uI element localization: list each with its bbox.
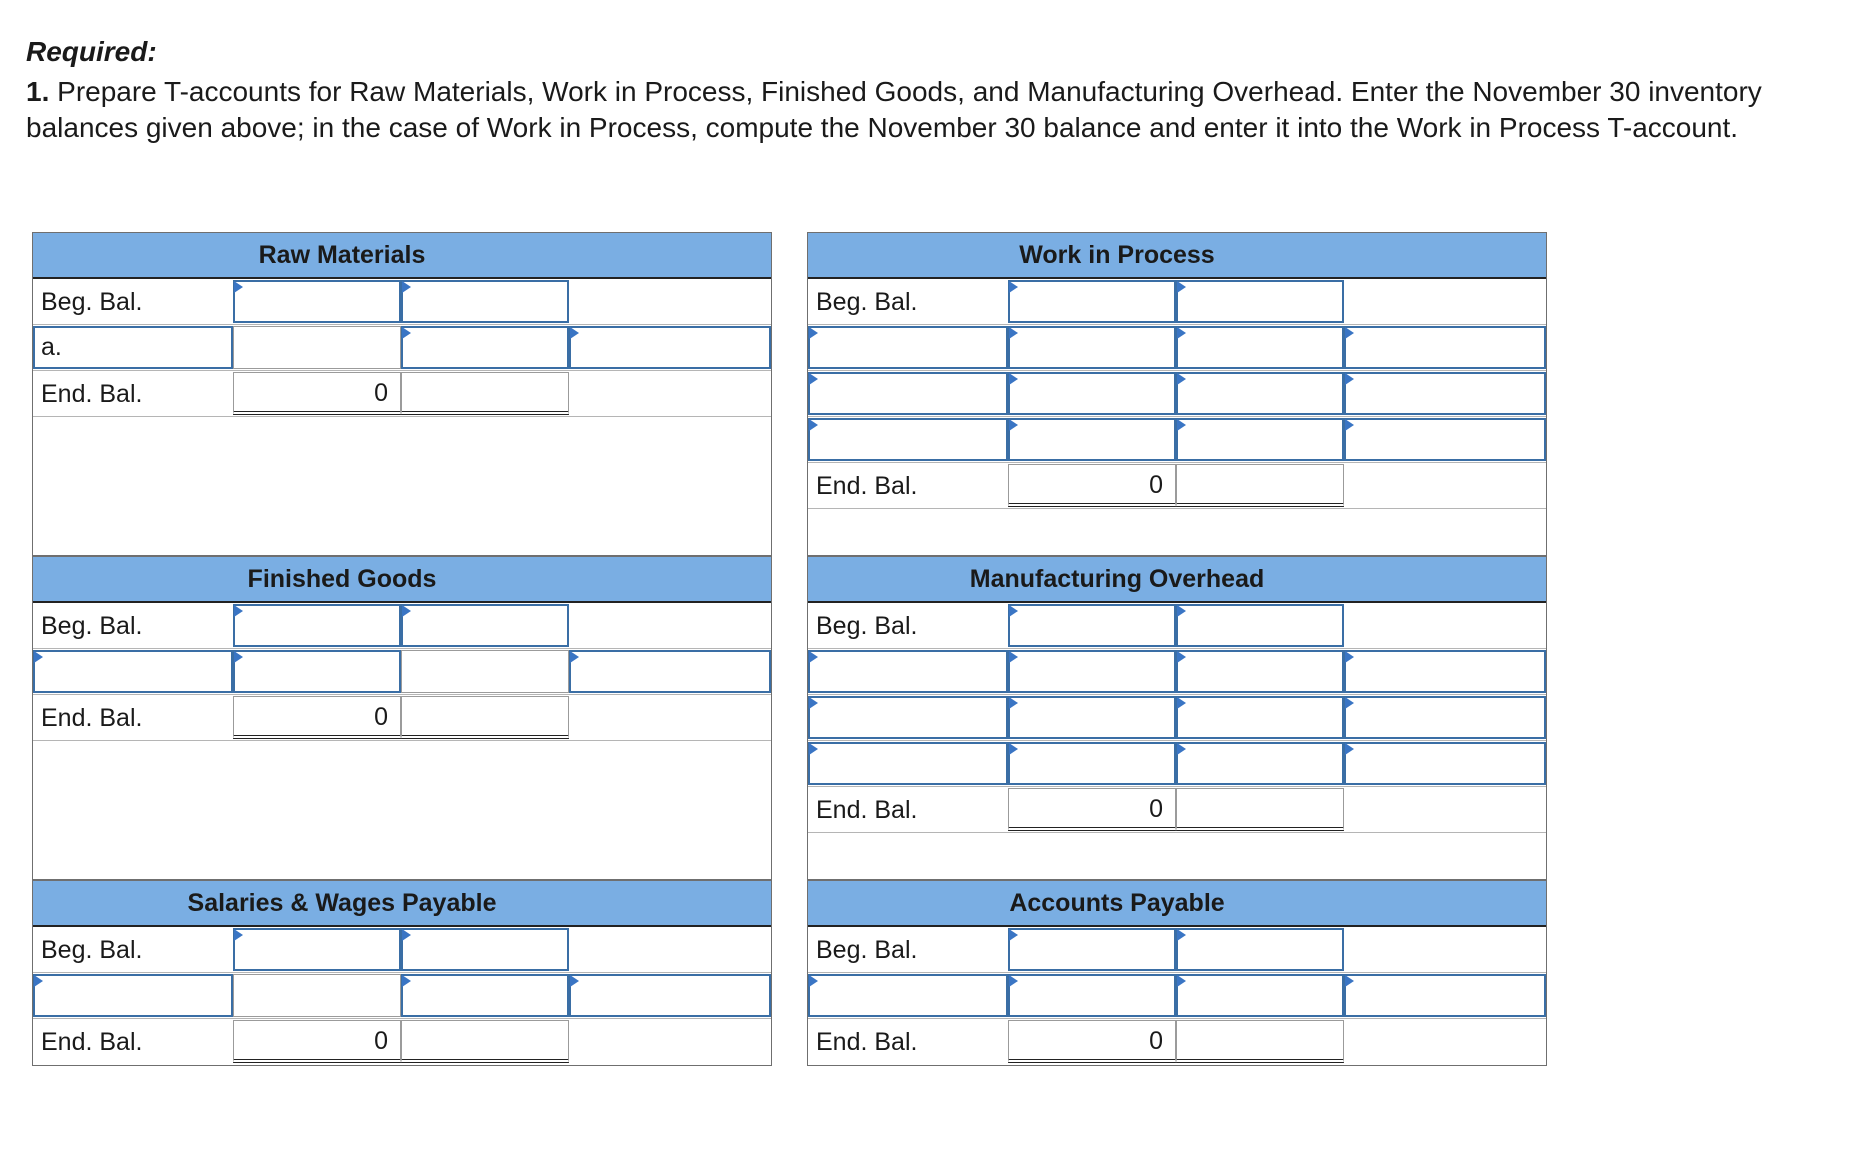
end-balance-value: 0 <box>233 1020 401 1063</box>
credit-label-input[interactable] <box>1176 372 1344 415</box>
row-label: Beg. Bal. <box>41 288 143 316</box>
credit-label-input[interactable] <box>401 280 569 323</box>
account-title: Raw Materials <box>33 233 771 279</box>
debit-amount-input[interactable] <box>1008 418 1176 461</box>
debit-label-input[interactable] <box>33 650 233 693</box>
debit-amount-input[interactable] <box>1008 742 1176 785</box>
credit-label-input[interactable] <box>401 326 569 369</box>
end-bal-row <box>808 787 1546 833</box>
debit-label-input[interactable] <box>808 742 1008 785</box>
account-title: Accounts Payable <box>808 881 1546 927</box>
end-balance-value: 0 <box>1008 1020 1176 1063</box>
end-balance-value: 0 <box>1008 788 1176 831</box>
row-label: Beg. Bal. <box>41 612 143 640</box>
debit-amount-input[interactable] <box>1008 928 1176 971</box>
entry-row <box>33 649 771 695</box>
entry-row <box>808 649 1546 695</box>
end-bal-row <box>808 463 1546 509</box>
credit-amount-input[interactable] <box>569 326 771 369</box>
debit-amount-input[interactable] <box>1008 650 1176 693</box>
row-label: End. Bal. <box>816 1028 918 1056</box>
entry-row <box>808 695 1546 741</box>
t-account-manufacturing-overhead <box>807 556 1547 880</box>
end-bal-row <box>808 1019 1546 1065</box>
entry-row <box>808 973 1546 1019</box>
debit-amount-input[interactable] <box>233 280 401 323</box>
credit-amount-input[interactable] <box>1344 696 1546 739</box>
debit-label-input[interactable] <box>808 372 1008 415</box>
debit-amount-input[interactable] <box>1008 696 1176 739</box>
debit-label-input[interactable] <box>808 418 1008 461</box>
entry-row <box>808 371 1546 417</box>
end-balance-value: 0 <box>233 372 401 415</box>
credit-label-input[interactable] <box>1176 604 1344 647</box>
credit-total-cell <box>401 1020 569 1063</box>
beg-bal-row <box>808 927 1546 973</box>
credit-total-cell <box>401 372 569 415</box>
beg-bal-row <box>33 927 771 973</box>
credit-total-cell <box>401 696 569 739</box>
account-title: Manufacturing Overhead <box>808 557 1546 603</box>
t-account-finished-goods <box>32 556 772 880</box>
end-bal-row <box>33 695 771 741</box>
entry-row <box>808 741 1546 787</box>
row-label: End. Bal. <box>816 796 918 824</box>
credit-label-input[interactable] <box>401 604 569 647</box>
beg-bal-row <box>33 603 771 649</box>
credit-label-input[interactable] <box>1176 696 1344 739</box>
credit-amount-input[interactable] <box>1344 974 1546 1017</box>
row-label: End. Bal. <box>41 704 143 732</box>
entry-row-a <box>33 325 771 371</box>
entry-row <box>808 417 1546 463</box>
end-bal-row <box>33 371 771 417</box>
credit-amount-input[interactable] <box>1344 372 1546 415</box>
instruction-text: Prepare T-accounts for Raw Materials, Work in Process, Finished Goods, and Manufacturing Overhead. Enter the November 30 inventory balances given above; in the case of Work in Process, compute the November 30 balance and enter it into the Work in Process T-account. <box>26 76 1762 143</box>
credit-label-input[interactable] <box>1176 928 1344 971</box>
credit-label-input[interactable] <box>401 928 569 971</box>
debit-amount-input[interactable] <box>233 928 401 971</box>
credit-label-input[interactable] <box>401 974 569 1017</box>
entry-row <box>808 325 1546 371</box>
debit-label-input[interactable] <box>808 696 1008 739</box>
row-label: End. Bal. <box>41 1028 143 1056</box>
account-title: Work in Process <box>808 233 1546 279</box>
entry-row <box>33 973 771 1019</box>
credit-label-input[interactable] <box>1176 742 1344 785</box>
debit-label-input[interactable] <box>33 974 233 1017</box>
debit-amount-cell[interactable] <box>233 974 401 1017</box>
credit-total-cell <box>1176 464 1344 507</box>
credit-label-input[interactable] <box>1176 650 1344 693</box>
debit-amount-input[interactable] <box>233 604 401 647</box>
beg-bal-row <box>33 279 771 325</box>
debit-label-input[interactable] <box>33 326 233 369</box>
row-label: Beg. Bal. <box>816 936 918 964</box>
credit-amount-input[interactable] <box>569 650 771 693</box>
beg-bal-row <box>808 603 1546 649</box>
credit-label-input[interactable] <box>1176 418 1344 461</box>
t-account-raw-materials <box>32 232 772 556</box>
debit-amount-input[interactable] <box>1008 974 1176 1017</box>
t-account-salaries-wages-payable <box>32 880 772 1066</box>
row-label: Beg. Bal. <box>816 288 918 316</box>
credit-amount-input[interactable] <box>1344 650 1546 693</box>
credit-label-input[interactable] <box>1176 974 1344 1017</box>
credit-amount-input[interactable] <box>1344 326 1546 369</box>
account-title: Finished Goods <box>33 557 771 603</box>
debit-amount-input[interactable] <box>1008 604 1176 647</box>
row-label: Beg. Bal. <box>816 612 918 640</box>
end-balance-value: 0 <box>233 696 401 739</box>
debit-label-input[interactable] <box>808 974 1008 1017</box>
credit-label-input[interactable] <box>1176 280 1344 323</box>
account-title: Salaries & Wages Payable <box>33 881 771 927</box>
t-account-work-in-process <box>807 232 1547 556</box>
credit-total-cell <box>1176 1020 1344 1063</box>
debit-label-input[interactable] <box>808 650 1008 693</box>
debit-amount-input[interactable] <box>1008 326 1176 369</box>
debit-label-input[interactable] <box>808 326 1008 369</box>
beg-bal-row <box>808 279 1546 325</box>
credit-label-cell[interactable] <box>401 650 569 693</box>
row-label: Beg. Bal. <box>41 936 143 964</box>
row-label: End. Bal. <box>41 380 143 408</box>
instruction <box>26 74 1846 146</box>
debit-amount-input[interactable] <box>1008 280 1176 323</box>
end-balance-value: 0 <box>1008 464 1176 507</box>
debit-amount-input[interactable] <box>1008 372 1176 415</box>
t-account-accounts-payable <box>807 880 1547 1066</box>
debit-amount-cell[interactable] <box>233 326 401 369</box>
credit-amount-input[interactable] <box>1344 418 1546 461</box>
credit-amount-input[interactable] <box>1344 742 1546 785</box>
instruction-number: 1. <box>26 76 50 107</box>
debit-amount-input[interactable] <box>233 650 401 693</box>
row-label: End. Bal. <box>816 472 918 500</box>
row-label: a. <box>41 333 62 361</box>
end-bal-row <box>33 1019 771 1065</box>
credit-total-cell <box>1176 788 1344 831</box>
required-heading: Required: <box>26 36 157 67</box>
credit-amount-input[interactable] <box>569 974 771 1017</box>
credit-label-input[interactable] <box>1176 326 1344 369</box>
